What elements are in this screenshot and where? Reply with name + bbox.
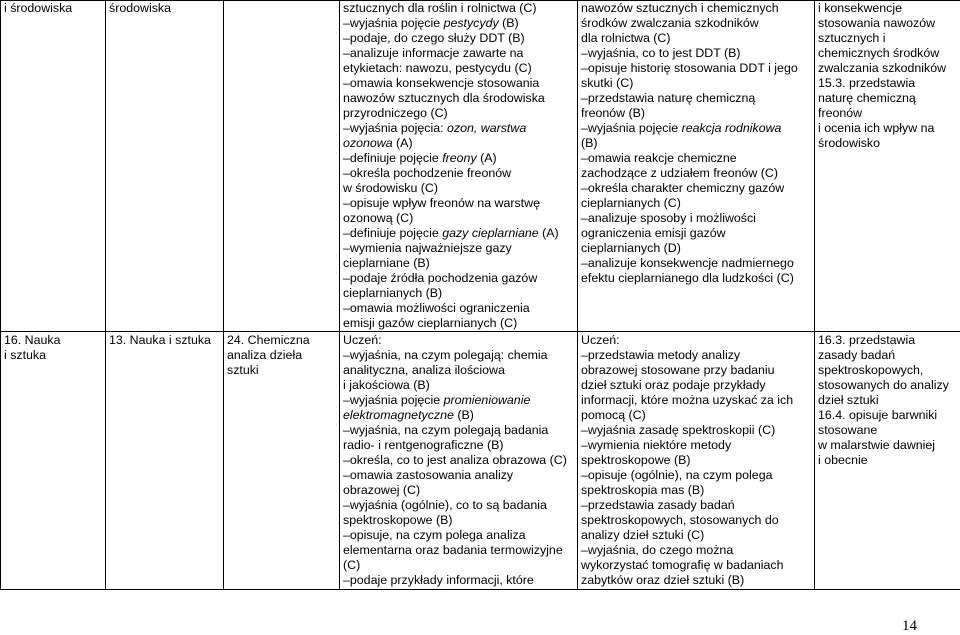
cell-line: zasady badań [818, 348, 896, 362]
cell-line [343, 91, 574, 106]
cell-line: i konsekwencje [818, 1, 903, 15]
text-run: –określa pochodzenie freonów [343, 166, 512, 180]
text-run: dla rolnictwa (C) [581, 31, 671, 45]
cell-line [343, 543, 574, 558]
cell-line: dzieł sztuki [818, 393, 879, 407]
cell-line [581, 76, 811, 91]
cell-line [581, 423, 811, 438]
cell-line [343, 316, 574, 331]
cell-line [343, 121, 574, 136]
cell-line [343, 438, 574, 453]
text-run: –opisuje, na czym polega analiza [343, 528, 526, 542]
cell-line: w malarstwie dawniej [818, 438, 936, 452]
text-run: w środowisku (C) [343, 181, 439, 195]
cell-line [343, 16, 574, 31]
cell-line [343, 408, 574, 423]
cell-line [581, 558, 811, 573]
text-run: cieplarnianych (D) [581, 241, 681, 255]
italic-term: reakcja rodnikowa [681, 121, 782, 135]
cell-line: 16.4. opisuje barwniki [818, 408, 938, 422]
italic-term: freony [442, 151, 477, 165]
cell-line [343, 378, 574, 393]
italic-term: gazy cieplarniane [442, 226, 539, 240]
cell-line [343, 76, 574, 91]
cell-line [343, 181, 574, 196]
text-run: freonów (B) [581, 106, 646, 120]
cell-line [581, 166, 811, 181]
text-run: skutki (C) [581, 76, 634, 90]
topic-cell [1, 1, 106, 332]
cell-line [343, 423, 574, 438]
text-run: –określa, co to jest analiza obrazowa (C) [343, 453, 567, 467]
cell-line [581, 498, 811, 513]
cell-line: 16.3. przedstawia [818, 333, 916, 347]
text-run: nawozów sztucznych dla środowiska [343, 91, 545, 105]
text-run: spektroskopia mas (B) [581, 483, 705, 497]
text-run: (B) [498, 16, 519, 30]
text-run: analizy dzieł sztuki (C) [581, 528, 705, 542]
text-run: –wyjaśnia, na czym polegają: chemia [343, 348, 548, 362]
extended-requirements-cell [578, 1, 815, 332]
cell-line: i ocenia ich wpływ na [818, 121, 935, 135]
text-run: –analizuje sposoby i możliwości [581, 211, 756, 225]
cell-line [581, 408, 811, 423]
text-run: ozonową (C) [343, 211, 414, 225]
text-run: –wyjaśnia pojęcie [343, 16, 444, 30]
cell-line [343, 46, 574, 61]
text-run: –definiuje pojęcie [343, 151, 443, 165]
cell-line [581, 453, 811, 468]
cell-line [581, 256, 811, 271]
text-run: informacji, które można uzyskać za ich [581, 393, 794, 407]
text-run: –wymienia niektóre metody [581, 438, 732, 452]
cell-line [581, 181, 811, 196]
text-run: –wyjaśnia pojęcia: [343, 121, 448, 135]
table-row [1, 332, 960, 590]
text-run: –przedstawia zasady badań [581, 498, 735, 512]
text-run: sztucznych dla roślin i rolnictwa (C) [343, 1, 537, 15]
cell-line: 13. Nauka i sztuka [109, 333, 211, 347]
cell-line: 24. Chemiczna [227, 333, 310, 347]
text-run: –omawia zastosowania analizy [343, 468, 514, 482]
cell-line [581, 196, 811, 211]
text-run: –wyjaśnia zasadę spektroskopii (C) [581, 423, 776, 437]
cell-line [581, 61, 811, 76]
text-run: –wyjaśnia pojęcie [343, 393, 444, 407]
text-run: wykorzystać tomografię w badaniach [581, 558, 784, 572]
text-run: obrazowej (C) [343, 483, 421, 497]
cell-line [581, 151, 811, 166]
cell-line [581, 348, 811, 363]
text-run: –przedstawia naturę chemiczną [581, 91, 756, 105]
text-run: i jakościowa (B) [343, 378, 430, 392]
text-run: –wyjaśnia pojęcie [581, 121, 682, 135]
cell-line [343, 196, 574, 211]
text-run: cieplarnianych (C) [581, 196, 681, 210]
cell-line [343, 241, 574, 256]
text-run: –opisuje (ogólnie), na czym polega [581, 468, 773, 482]
cell-line [581, 46, 811, 61]
cell-line [343, 226, 574, 241]
text-run: –wyjaśnia, co to jest DDT (B) [581, 46, 741, 60]
text-run: (C) [343, 558, 361, 572]
text-run: –wyjaśnia (ogólnie), co to są badania [343, 498, 547, 512]
cell-line [581, 31, 811, 46]
cell-line: i środowiska [4, 1, 73, 15]
cell-line: chemicznych środków [818, 46, 940, 60]
italic-term: ozonowa [343, 136, 393, 150]
lesson-cell [224, 332, 340, 590]
cell-line [343, 498, 574, 513]
text-run: –określa charakter chemiczny gazów [581, 181, 785, 195]
text-run: nawozów sztucznych i chemicznych [581, 1, 779, 15]
cell-line [581, 226, 811, 241]
text-run: Uczeń: [581, 333, 620, 347]
cell-line [581, 1, 811, 16]
cell-line [581, 543, 811, 558]
text-run: zabytków oraz dzieł sztuki (B) [581, 573, 745, 587]
text-run: –wymienia najważniejsze gazy [343, 241, 512, 255]
cell-line: i obecnie [818, 453, 868, 467]
cell-line [581, 16, 811, 31]
cell-line: środowisko [818, 136, 880, 150]
cell-line [581, 363, 811, 378]
cell-line: stosowanych do analizy [818, 378, 949, 392]
cell-line [343, 558, 574, 573]
text-run: analityczna, analiza ilościowa [343, 363, 505, 377]
cell-line [581, 333, 811, 348]
text-run: –omawia reakcje chemiczne [581, 151, 737, 165]
italic-term: pestycydy [443, 16, 499, 30]
cell-line [343, 468, 574, 483]
cell-line [343, 106, 574, 121]
cell-line [581, 573, 811, 588]
cell-line: 16. Nauka [4, 333, 61, 347]
section-cell [106, 1, 224, 332]
cell-line: freonów [818, 106, 863, 120]
cell-line [581, 136, 811, 151]
section-cell [106, 332, 224, 590]
cell-line: zwalczania szkodników [818, 61, 947, 75]
extended-requirements-cell [578, 332, 815, 590]
cell-line [581, 271, 811, 286]
cell-line [343, 393, 574, 408]
page-number: 14 [902, 618, 917, 634]
text-run: cieplarniane (B) [343, 256, 430, 270]
cell-line [343, 31, 574, 46]
text-run: emisji gazów cieplarnianych (C) [343, 316, 518, 330]
text-run: obrazowej stosowane przy badaniu [581, 363, 775, 377]
text-run: (A) [392, 136, 413, 150]
italic-term: promieniowanie [443, 393, 531, 407]
text-run: –opisuje wpływ freonów na warstwę [343, 196, 540, 210]
core-curriculum-cell [815, 332, 960, 590]
cell-line [343, 271, 574, 286]
cell-line [343, 151, 574, 166]
cell-line [343, 528, 574, 543]
cell-line [343, 166, 574, 181]
text-run: (A) [476, 151, 497, 165]
text-run: (B) [581, 136, 598, 150]
basic-requirements-cell [340, 1, 578, 332]
cell-line: spektroskopowych, [818, 363, 924, 377]
cell-line [581, 393, 811, 408]
text-run: –opisuje historię stosowania DDT i jego [581, 61, 798, 75]
text-run: –podaje przykłady informacji, które [343, 573, 534, 587]
cell-line [343, 61, 574, 76]
cell-line [343, 286, 574, 301]
cell-line [581, 211, 811, 226]
cell-line: 15.3. przedstawia [818, 76, 916, 90]
cell-line [581, 528, 811, 543]
cell-line [581, 483, 811, 498]
text-run: –podaje, do czego służy DDT (B) [343, 31, 525, 45]
cell-line [581, 378, 811, 393]
text-run: –przedstawia metody analizy [581, 348, 741, 362]
cell-line: sztuki [227, 363, 259, 377]
text-run: Uczeń: [343, 333, 382, 347]
cell-line: środowiska [109, 1, 171, 15]
text-run: cieplarnianych (B) [343, 286, 443, 300]
cell-line: sztucznych i [818, 31, 886, 45]
cell-line [343, 453, 574, 468]
cell-line [581, 241, 811, 256]
text-run: środków zwalczania szkodników [581, 16, 759, 30]
text-run: etykietach: nawozu, pestycydu (C) [343, 61, 532, 75]
cell-line [581, 121, 811, 136]
italic-term: ozon, warstwa [447, 121, 527, 135]
text-run: zachodzące z udziałem freonów (C) [581, 166, 778, 180]
cell-line [343, 483, 574, 498]
cell-line [343, 1, 574, 16]
text-run: –definiuje pojęcie [343, 226, 443, 240]
text-run: ograniczenia emisji gazów [581, 226, 726, 240]
cell-line [343, 348, 574, 363]
italic-term: elektromagnetyczne [343, 408, 454, 422]
text-run: –analizuje informacje zawarte na [343, 46, 524, 60]
cell-line: i sztuka [4, 348, 47, 362]
cell-line: stosowane [818, 423, 878, 437]
text-run: dzieł sztuki oraz podaje przykłady [581, 378, 766, 392]
text-run: spektroskopowe (B) [343, 513, 453, 527]
text-run: przyrodniczego (C) [343, 106, 448, 120]
cell-line [581, 438, 811, 453]
text-run: radio- i rentgenograficzne (B) [343, 438, 504, 452]
text-run: –omawia możliwości ograniczenia [343, 301, 530, 315]
text-run: efektu cieplarnianego dla ludzkości (C) [581, 271, 794, 285]
text-run: –podaje źródła pochodzenia gazów [343, 271, 538, 285]
cell-line: analiza dzieła [227, 348, 303, 362]
text-run: spektroskopowe (B) [581, 453, 691, 467]
cell-line: stosowania nawozów [818, 16, 936, 30]
text-run: pomocą (C) [581, 408, 646, 422]
text-run: –omawia konsekwencje stosowania [343, 76, 540, 90]
table-row [1, 1, 960, 332]
text-run: (A) [538, 226, 559, 240]
text-run: spektroskopowych, stosowanych do [581, 513, 779, 527]
cell-line [343, 513, 574, 528]
text-run: elementarna oraz badania termowizyjne [343, 543, 563, 557]
core-curriculum-cell [815, 1, 960, 332]
cell-line [581, 468, 811, 483]
cell-line [343, 573, 574, 588]
cell-line [343, 363, 574, 378]
cell-line [343, 211, 574, 226]
basic-requirements-cell [340, 332, 578, 590]
cell-line [343, 301, 574, 316]
text-run: –wyjaśnia, na czym polegają badania [343, 423, 549, 437]
cell-line [581, 106, 811, 121]
cell-line [343, 256, 574, 271]
cell-line [581, 513, 811, 528]
text-run: (B) [453, 408, 474, 422]
cell-line: naturę chemiczną [818, 91, 916, 105]
cell-line [343, 136, 574, 151]
cell-line [581, 91, 811, 106]
text-run: –analizuje konsekwencje nadmiernego [581, 256, 794, 270]
text-run: –wyjaśnia, do czego można [581, 543, 734, 557]
lesson-cell [224, 1, 340, 332]
topic-cell [1, 332, 106, 590]
cell-line [343, 333, 574, 348]
